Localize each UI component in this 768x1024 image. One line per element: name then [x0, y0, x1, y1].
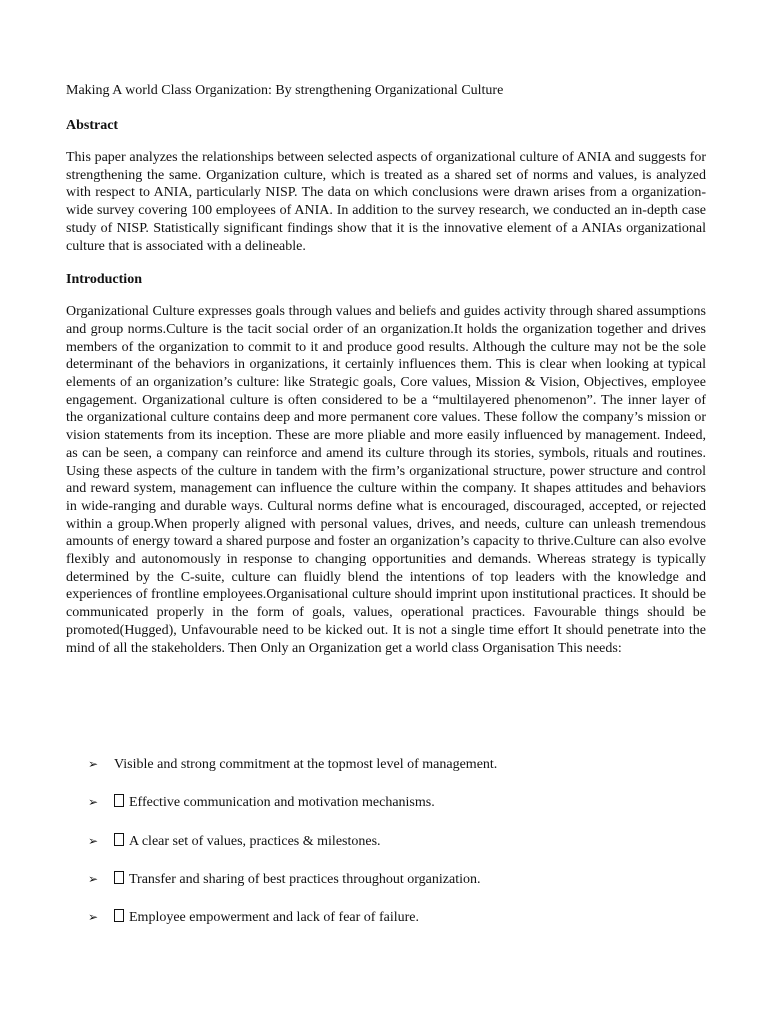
arrow-bullet-icon: ➢ [88, 795, 99, 810]
list-item-text: Effective communication and motivation mechanisms. [129, 795, 435, 811]
document-title: Making A world Class Organization: By strengthening Organizational Culture [66, 83, 504, 98]
list-item [88, 907, 648, 945]
list-item [88, 831, 648, 869]
list-item [88, 754, 648, 792]
list-item-text: A clear set of values, practices & milestones. [129, 833, 381, 849]
list-item [88, 869, 648, 907]
list-item [88, 792, 648, 830]
abstract-heading: Abstract [66, 118, 119, 133]
missing-glyph-box-icon [114, 833, 124, 846]
introduction-paragraph: Organizational Culture expresses goals through values and beliefs and guides activity through shared assumptions and group norms.Culture is the tacit social order of an organization.It holds the organization together and drives members of the organization to commit to it and produce good results. Although the culture may not be the sole determinant of the behaviors in organizations, it certainly influences them. This is clear when looking at typical elements of an organization’s culture: like Strategic goals, Core values, Mission & Vision, Objectives, employee engagement. Organizational culture is often considered to be a “multilayered phenomenon”. The inner layer of the organizational culture contains deep and more permanent core values. These follow the company’s mission or vision statements from its inception. These are more pliable and more easily influenced by management. Indeed, as can be seen, a company can reinforce and amend its culture through its stories, symbols, rituals and routines. Using these aspects of the culture in tandem with the firm’s organizational structure, power structure and control and reward system, management can influence the culture within the company. It shapes attitudes and behaviors in wide-ranging and durable ways. Cultural norms define what is encouraged, discouraged, accepted, or rejected within a group.When properly aligned with personal values, drives, and needs, culture can unleash tremendous amounts of energy toward a shared purpose and foster an organization’s capacity to thrive.Culture can also evolve flexibly and autonomously in response to changing opportunities and demands. Whereas strategy is typically determined by the C-suite, culture can fluidly blend the intentions of top leaders with the knowledge and experiences of frontline employees.Organisational culture should imprint upon institutional practices. It should be communicated properly in the form of goals, values, operational practices. Favourable things should be promoted(Hugged), Unfavourable need to be kicked out. It is not a single time effort It should penetrate into the mind of all the stakeholders. Then Only an Organization get a world class Organisation This needs: [66, 304, 706, 656]
list-item-text: Employee empowerment and lack of fear of failure. [129, 910, 419, 926]
arrow-bullet-icon: ➢ [88, 910, 99, 925]
missing-glyph-box-icon [114, 794, 124, 807]
abstract-paragraph: This paper analyzes the relationships between selected aspects of organizational culture of ANIA and suggests for strengthening the same. Organization culture, which is treated as a shared set of norms and values, is analyzed with respect to ANIA, particularly NISP. The data on which conclusions were drawn arises from a organization-wide survey covering 100 employees of ANIA. In addition to the survey research, we conducted an in-depth case study of NISP. Statistically significant findings show that it is the innovative element of a ANIAs organizational culture that is associated with a delineable. [66, 150, 706, 254]
missing-glyph-box-icon [114, 909, 124, 922]
arrow-bullet-icon: ➢ [88, 757, 99, 771]
list-item-text: Visible and strong commitment at the topmost level of management. [114, 757, 498, 772]
list-item-text: Transfer and sharing of best practices throughout organization. [129, 871, 481, 887]
introduction-heading: Introduction [66, 272, 142, 288]
arrow-bullet-icon: ➢ [88, 871, 99, 886]
document-page [66, 82, 706, 657]
missing-glyph-box-icon [114, 871, 124, 884]
arrow-bullet-icon: ➢ [88, 833, 99, 848]
needs-list [88, 754, 648, 945]
